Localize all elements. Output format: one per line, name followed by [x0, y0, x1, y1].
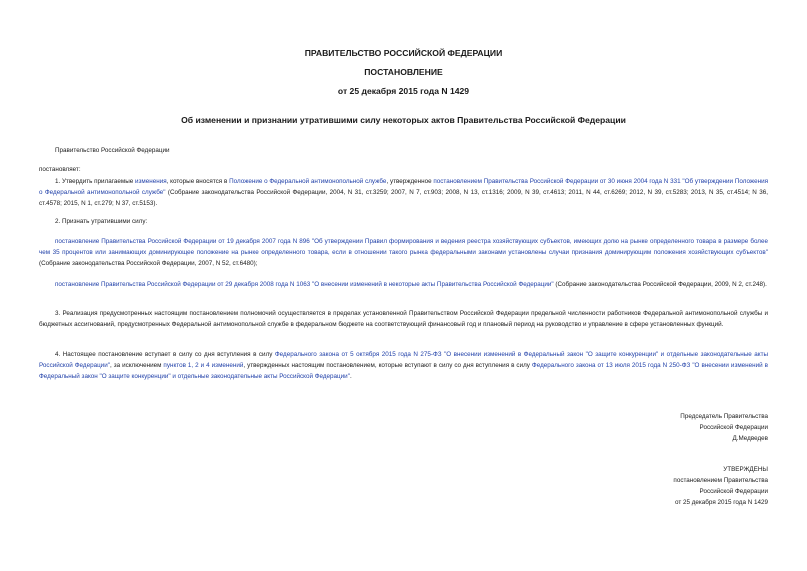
- item-1-text-4: (Собрание законодательства Российской Федерации, 2004, N 31, ст.3259; 2007, N 7, ст.903; 2008, N 13, ст.1316; 2009, N 39, ст.4613; 2011, N 44, ст.6269; 2012, N 39, ст.5283; 2013, N 35, ст.4514; N 36, ст.4578; 2015, N 1, ст.279; N 37, ст.5153).: [39, 188, 768, 207]
- fas-regulation-link[interactable]: Положение о Федеральной антимонопольной службе: [229, 178, 387, 185]
- item-2b-paragraph: [39, 280, 768, 291]
- item-2a-tail: (Собрание законодательства Российской Федерации, 2007, N 52, ст.6480);: [39, 259, 258, 267]
- signature-title: Председатель Правительства: [680, 413, 768, 420]
- item-4-paragraph: [39, 350, 768, 382]
- item-1-paragraph: [39, 177, 768, 209]
- approved-date-number: от 25 декабря 2015 года N 1429: [674, 499, 768, 506]
- signature-country: Российской Федерации: [699, 424, 768, 431]
- item-1-text-1: 1. Утвердить прилагаемые: [55, 178, 136, 185]
- item-1-text-3: , утвержденное: [386, 178, 434, 185]
- decree-331-link[interactable]: постановлением Правительства Российской Федерации от 30 июня 2004 года N 331 "Об утверждении Положения о Федеральной антимонопольной службе": [39, 178, 768, 196]
- intro-decrees: постановляет:: [39, 166, 81, 173]
- government-heading: ПРАВИТЕЛЬСТВО РОССИЙСКОЙ ФЕДЕРАЦИИ: [304, 48, 503, 58]
- item-4-text-4: .: [349, 372, 352, 380]
- changes-items-link[interactable]: пунктов 1, 2 и 4 изменений: [163, 361, 244, 369]
- item-2a-paragraph: [39, 237, 768, 269]
- item-4-text-2: , за исключением: [109, 361, 164, 369]
- item-3-paragraph: 3. Реализация предусмотренных настоящим постановлением полномочий осуществляется в пределах установленной Правительством Российской Федерации предельной численности работников Федеральной антимонопольной службы и бюджетных ассигнований, предусмотренных Федеральной антимонопольной службе в федеральном бюджете на соответствующий финансовый год и плановый период на руководство и управление в сфере установленных функций.: [39, 310, 768, 328]
- federal-law-275-link[interactable]: Федерального закона от 5 октября 2015 года N 275-ФЗ "О внесении изменений в Федеральный закон "О защите конкуренции" и отдельные законодательные акты Российской Федерации": [39, 351, 769, 369]
- intro-government: Правительство Российской Федерации: [55, 147, 170, 154]
- approved-country: Российской Федерации: [699, 488, 768, 495]
- decree-896-link[interactable]: постановление Правительства Российской Федерации от 19 декабря 2007 года N 896 "Об утверждении Правил формирования и ведения реестра хозяйствующих субъектов, имеющих долю на рынке определенного товара в размере более чем 35 процентов или занимающих доминирующее положение на рынке определенного товара, если в отношении такого рынка федеральными законами установлены случаи признания доминирующим положения хозяйствующих субъектов": [39, 238, 768, 256]
- item-1-text-2: , которые вносятся в: [166, 178, 230, 185]
- item-4-text-1: 4. Настоящее постановление вступает в силу со дня вступления в силу: [55, 351, 275, 358]
- document-type-heading: ПОСТАНОВЛЕНИЕ: [364, 67, 443, 77]
- signature-name: Д.Медведев: [732, 435, 768, 442]
- federal-law-250-link[interactable]: Федерального закона от 13 июля 2015 года N 250-ФЗ "О внесении изменений в Федеральный закон "О защите конкуренции" и отдельные законодательные акты Российской Федерации": [39, 361, 768, 380]
- document-date-number: от 25 декабря 2015 года N 1429: [337, 86, 470, 96]
- item-2-heading: 2. Признать утратившими силу:: [55, 218, 148, 225]
- approved-heading: УТВЕРЖДЕНЫ: [723, 466, 768, 473]
- item-2b-tail: (Собрание законодательства Российской Федерации, 2009, N 2, ст.248).: [553, 281, 767, 288]
- decree-1063-link[interactable]: постановление Правительства Российской Федерации от 29 декабря 2008 года N 1063 "О внесении изменений в некоторые акты Правительства Российской Федерации": [55, 281, 554, 288]
- item-4-text-3: , утвержденных настоящим постановлением, которые вступают в силу со дня вступления в силу: [243, 361, 532, 369]
- document-title: Об изменении и признании утратившими силу некоторых актов Правительства Российской Федерации: [181, 115, 626, 125]
- changes-link[interactable]: изменения: [135, 178, 167, 185]
- approved-by: постановлением Правительства: [673, 477, 768, 484]
